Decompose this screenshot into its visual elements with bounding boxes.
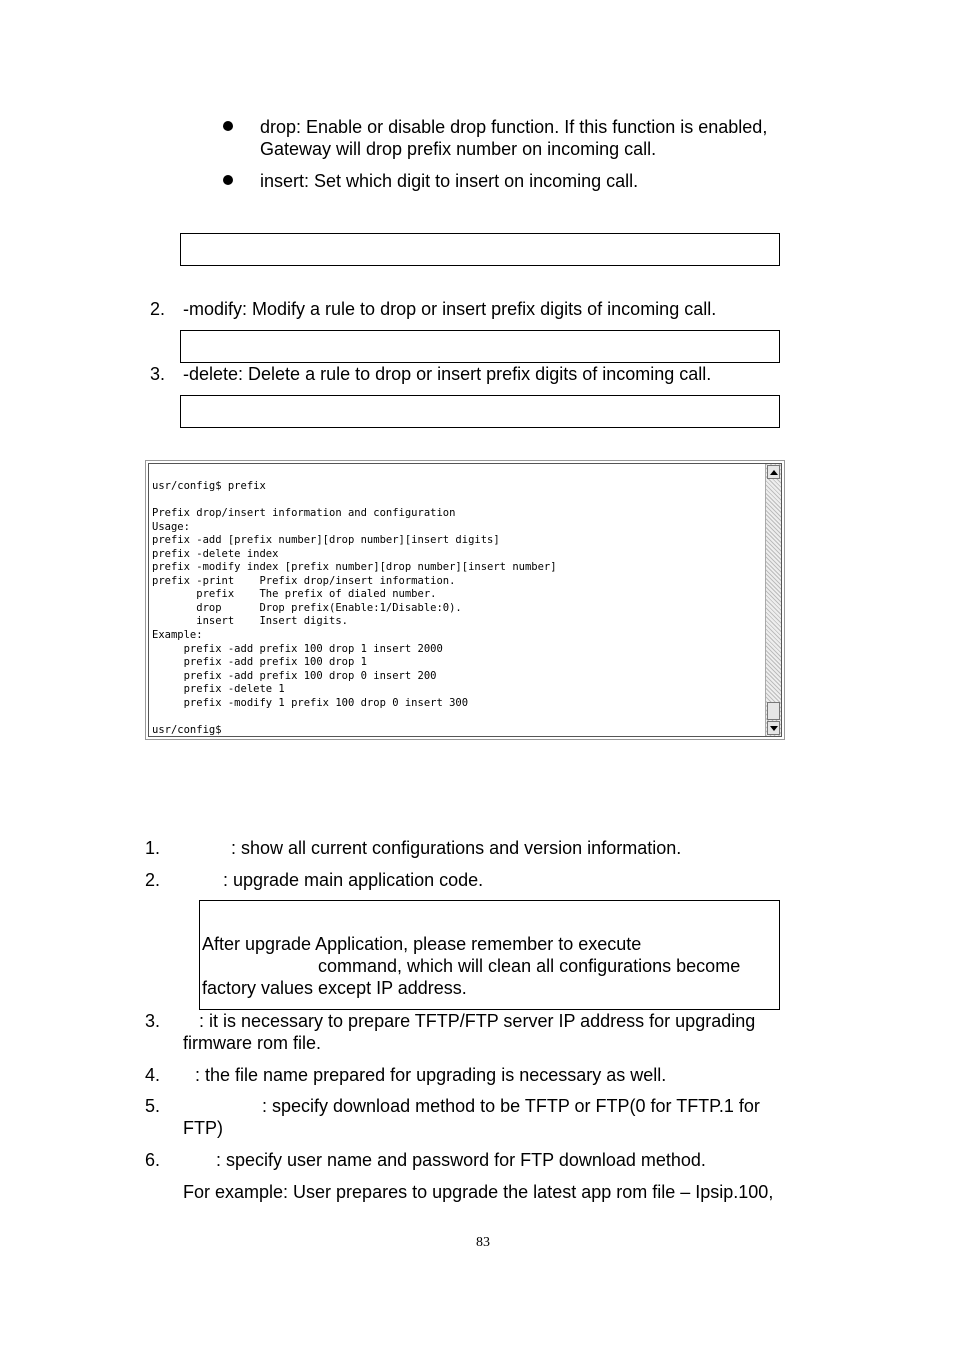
- step-number: 6.: [145, 1150, 161, 1170]
- example-text: For example: User prepares to upgrade the latest app rom file – Ipsip.100,: [183, 1182, 774, 1202]
- terminal-line: prefix -delete 1: [152, 683, 285, 696]
- note-line-3: factory values except IP address.: [202, 978, 467, 998]
- terminal-line: prefix -modify 1 prefix 100 drop 0 insert 300: [152, 696, 469, 709]
- scroll-thumb[interactable]: [767, 702, 780, 720]
- step-number: 5.: [145, 1096, 161, 1116]
- terminal-line: prefix -modify index [prefix number][drop number][insert number]: [152, 561, 557, 574]
- terminal-line: drop Drop prefix(Enable:1/Disable:0).: [152, 601, 462, 614]
- terminal-line: usr/config$ prefix: [152, 480, 266, 492]
- terminal-line: Prefix drop/insert information and configuration: [152, 507, 456, 520]
- terminal-output: [152, 480, 761, 737]
- command-box: [180, 330, 780, 363]
- bullet-dot: [223, 121, 233, 131]
- terminal-line: prefix -print Prefix drop/insert information.: [152, 574, 456, 587]
- step-method-line1: : specify download method to be TFTP or FTP(0 for TFTP.1 for: [262, 1096, 760, 1116]
- step-show-text: : show all current configurations and version information.: [231, 838, 682, 858]
- step-number: 3.: [145, 1011, 161, 1031]
- step-ip-line2: firmware rom file.: [183, 1033, 322, 1053]
- arrow-up-icon: [770, 470, 778, 475]
- command-box: [180, 233, 780, 266]
- terminal-content: [148, 463, 782, 737]
- step-ip-line1: : it is necessary to prepare TFTP/FTP server IP address for upgrading: [199, 1011, 756, 1031]
- terminal-line: prefix -add [prefix number][drop number][insert digits]: [152, 534, 500, 547]
- terminal-line: Example:: [152, 629, 203, 642]
- terminal-line: insert Insert digits.: [152, 615, 348, 628]
- step-user-text: : specify user name and password for FTP download method.: [216, 1150, 706, 1170]
- bullet-drop-line1: drop: Enable or disable drop function. If this function is enabled,: [260, 117, 768, 137]
- step-number: 2.: [145, 870, 161, 890]
- step-number: 2.: [150, 299, 166, 319]
- step-delete: -delete: Delete a rule to drop or insert prefix digits of incoming call.: [183, 364, 712, 384]
- note-line-1: After upgrade Application, please remember to execute: [202, 934, 642, 954]
- bullet-dot: [223, 175, 233, 185]
- terminal-line: Usage:: [152, 520, 190, 533]
- step-number: 4.: [145, 1065, 161, 1085]
- terminal-line: [152, 494, 761, 508]
- scroll-up-button[interactable]: [767, 465, 780, 479]
- terminal-scrollbar[interactable]: [765, 464, 781, 736]
- terminal-window: [145, 460, 785, 740]
- terminal-line: prefix -delete index: [152, 547, 279, 560]
- scroll-down-button[interactable]: [767, 721, 780, 735]
- bullet-insert: insert: Set which digit to insert on incoming call.: [260, 171, 639, 191]
- step-upgrade-text: : upgrade main application code.: [223, 870, 484, 890]
- terminal-line: prefix -add prefix 100 drop 0 insert 200: [152, 669, 437, 682]
- bullet-drop-line2: Gateway will drop prefix number on incoming call.: [260, 139, 657, 159]
- arrow-down-icon: [770, 726, 778, 731]
- page-number: 83: [476, 1235, 490, 1250]
- terminal-line: prefix -add prefix 100 drop 1 insert 2000: [152, 642, 443, 655]
- command-box: [180, 395, 780, 428]
- terminal-line: prefix The prefix of dialed number.: [152, 588, 437, 601]
- terminal-line: [152, 710, 761, 724]
- step-method-line2: FTP): [183, 1118, 223, 1138]
- step-file-text: : the file name prepared for upgrading is necessary as well.: [195, 1065, 667, 1085]
- step-number: 3.: [150, 364, 166, 384]
- terminal-line: usr/config$: [152, 723, 222, 736]
- note-line-2: command, which will clean all configurations become: [318, 956, 741, 976]
- terminal-line: prefix -add prefix 100 drop 1: [152, 656, 367, 669]
- step-modify: -modify: Modify a rule to drop or insert prefix digits of incoming call.: [183, 299, 717, 319]
- step-number: 1.: [145, 838, 161, 858]
